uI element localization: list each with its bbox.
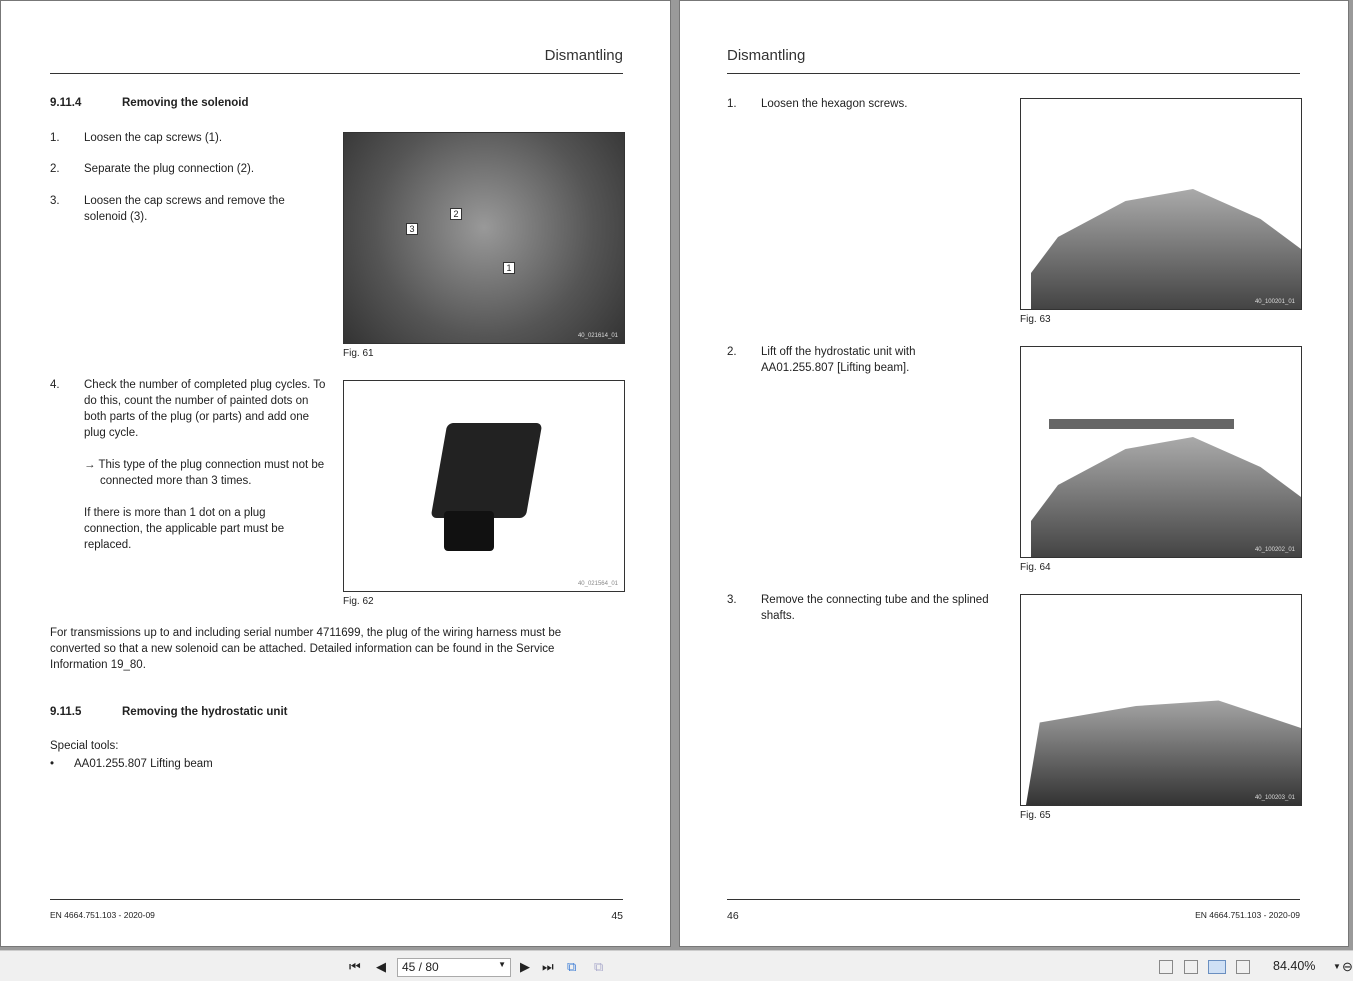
section-title: Removing the solenoid [122,97,249,109]
bullet: • [50,758,55,770]
plug-shape [444,511,494,551]
step-text: Separate the plug connection (2). [84,163,255,175]
bottom-toolbar [0,950,1353,981]
page-number: 45 [611,910,623,922]
first-page-icon[interactable]: ⏮ [349,959,361,974]
tool-item: AA01.255.807 Lifting beam [74,758,213,770]
step-text: Check the number of completed plug cycles. To do this, count the number of painted dots on both parts of the plug (or parts) and add one plug cycle. [84,379,326,439]
step-text: Remove the connecting tube and the splined shafts. [761,594,989,622]
step-number: 3. [727,594,737,606]
page-46 [679,0,1349,947]
step-text: Loosen the hexagon screws. [761,98,908,110]
previous-view-icon[interactable]: ⧉ [567,959,577,974]
transmission-shape [1031,189,1301,309]
previous-page-icon[interactable]: ◀ [376,959,386,974]
figure-code: 40_021564_01 [577,581,618,587]
figure-65-image [1020,594,1302,806]
step-text: Loosen the cap screws and remove the solenoid (3). [84,195,285,223]
footer-rule [727,899,1300,900]
figure-code: 40_100203_01 [1254,795,1295,801]
step-number: 2. [50,163,60,175]
header-rule [727,73,1300,74]
callout-2: 2 [450,208,462,220]
special-tools-label: Special tools: [50,740,119,752]
note-text: → This type of the plug connection must not be connected more than 3 times. [84,459,325,487]
next-view-icon[interactable]: ⧉ [594,959,604,974]
note-text: If there is more than 1 dot on a plug connection, the applicable part must be replaced. [84,507,285,551]
step-number: 2. [727,346,737,358]
figure-code: 40_021614_01 [577,333,618,339]
page-selector[interactable] [397,958,511,977]
callout-3: 3 [406,223,418,235]
section-title: Removing the hydrostatic unit [122,706,288,718]
facing-view-icon[interactable] [1208,960,1226,974]
section-number: 9.11.5 [50,706,82,718]
step-number: 1. [50,132,60,144]
single-page-view-icon[interactable] [1159,960,1173,974]
section-number: 9.11.4 [50,97,82,109]
continuous-facing-view-icon[interactable] [1236,960,1250,974]
step-number: 3. [50,195,60,207]
plug-shape [431,423,543,518]
page-header: Dismantling [727,47,806,64]
figure-caption: Fig. 64 [1020,562,1051,573]
step-text: Loosen the cap screws (1). [84,132,223,144]
page-value: 45 / 80 [402,960,439,974]
transmission-shape [1026,695,1301,805]
zoom-level[interactable]: 84.40% [1273,959,1316,973]
footer-rule [50,899,623,900]
footer-doc-id: EN 4664.751.103 - 2020-09 [1195,910,1300,920]
figure-caption: Fig. 63 [1020,314,1051,325]
continuous-view-icon[interactable] [1184,960,1198,974]
header-rule [50,73,623,74]
zoom-dropdown-icon[interactable]: ▼ [1333,962,1341,971]
figure-caption: Fig. 61 [343,348,374,359]
zoom-out-icon[interactable]: ⊖ [1342,959,1353,974]
figure-code: 40_100202_01 [1254,547,1295,553]
footer-doc-id: EN 4664.751.103 - 2020-09 [50,910,155,920]
figure-code: 40_100201_01 [1254,299,1295,305]
page-45 [0,0,671,947]
chevron-down-icon: ▼ [498,960,506,969]
last-page-icon[interactable]: ⏭ [542,959,554,974]
step-text: Lift off the hydrostatic unit with AA01.255.807 [Lifting beam]. [761,346,916,374]
figure-62-image [343,380,625,592]
info-paragraph: For transmissions up to and including serial number 4711699, the plug of the wiring harness must be converted so that a new solenoid can be attached. Detailed information can be found in the Service Information 19_80. [50,627,562,671]
transmission-shape [1031,437,1301,557]
figure-64-image [1020,346,1302,558]
lifting-beam-shape [1049,419,1234,429]
page-header: Dismantling [544,47,623,64]
step-number: 1. [727,98,737,110]
next-page-icon[interactable]: ▶ [520,959,530,974]
step-number: 4. [50,379,60,391]
callout-1: 1 [503,262,515,274]
figure-caption: Fig. 62 [343,596,374,607]
figure-61-image [343,132,625,344]
figure-63-image [1020,98,1302,310]
figure-caption: Fig. 65 [1020,810,1051,821]
page-number: 46 [727,910,739,922]
